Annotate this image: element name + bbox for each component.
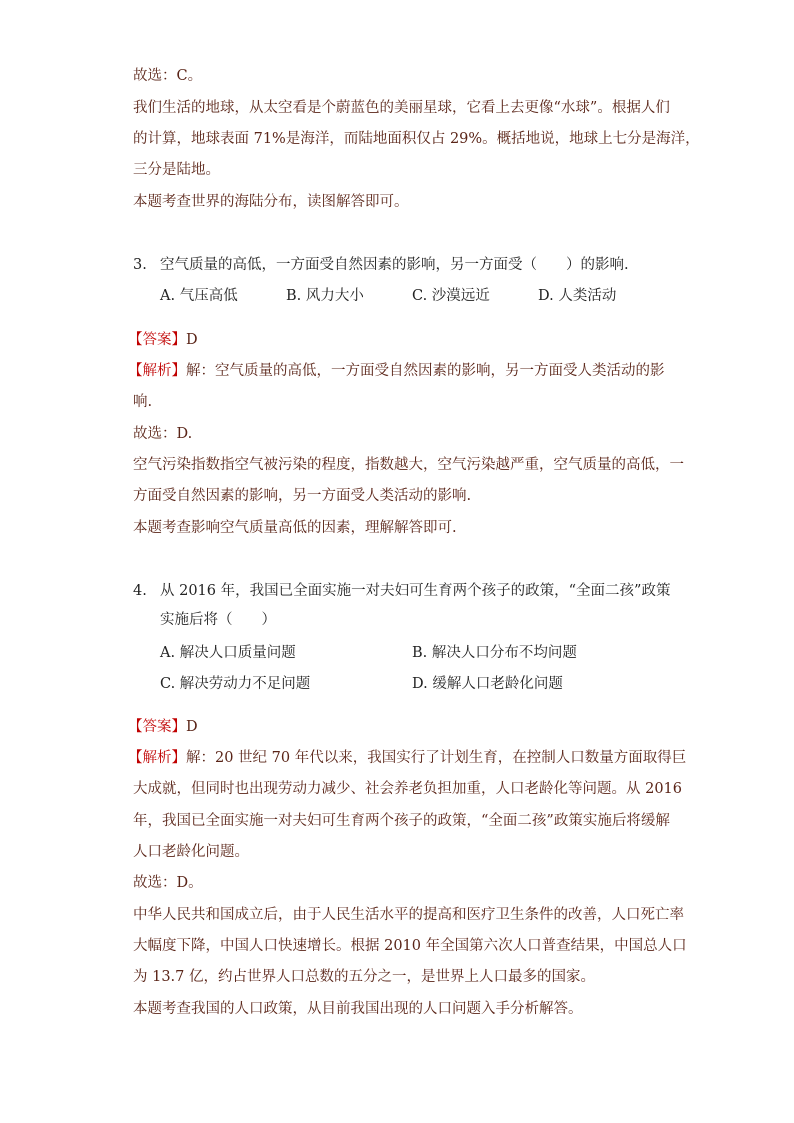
- q4-stem-line-2: 实施后将（ ）: [160, 612, 276, 628]
- q3-analysis-text-1: 解：空气质量的高低，一方面受自然因素的影响，另一方面受人类活动的影: [186, 363, 665, 379]
- q3-option-c: [412, 286, 490, 306]
- q3-summary: 本题考查影响空气质量高低的因素，理解解答即可.: [133, 520, 457, 536]
- q3-option-a-text: 气压高低: [179, 288, 238, 304]
- q4-number: 4.: [133, 583, 147, 599]
- q4-answer: [128, 717, 198, 737]
- q3-answer: [128, 330, 198, 350]
- q4-analysis-tag: 【解析】: [128, 750, 186, 766]
- q4-option-d-letter: D.: [412, 676, 428, 692]
- q4-option-c-letter: C.: [160, 676, 176, 692]
- q3-stem: 空气质量的高低，一方面受自然因素的影响，另一方面受（ ）的影响.: [160, 257, 629, 273]
- q3-option-d-letter: D.: [538, 288, 554, 304]
- q3-option-c-text: 沙漠远近: [431, 288, 490, 304]
- q4-explain-line-1: 中华人民共和国成立后，由于人民生活水平的提高和医疗卫生条件的改善，人口死亡率: [133, 907, 684, 923]
- q4-analysis-text-1: 解：20 世纪 70 年代以来，我国实行了计划生育，在控制人口数量方面取得巨: [186, 750, 687, 766]
- prev-summary: 本题考查世界的海陆分布，读图解答即可。: [133, 194, 409, 210]
- q4-option-a-letter: A.: [160, 645, 176, 661]
- q4-analysis-line-4: 人口老龄化问题。: [133, 844, 249, 860]
- q4-stem-line-1: 从 2016 年，我国已全面实施一对夫妇可生育两个孩子的政策，“全面二孩”政策: [160, 583, 671, 599]
- q3-analysis-line-1: [128, 361, 665, 381]
- q4-option-b-text: 解决人口分布不均问题: [431, 645, 577, 661]
- q3-answer-value: D: [186, 332, 198, 348]
- q3-option-a-letter: A.: [160, 288, 176, 304]
- prev-answer-choice: 故选：C。: [133, 68, 203, 84]
- q3-option-d: [538, 286, 616, 306]
- q3-option-b-letter: B.: [286, 288, 302, 304]
- q4-explain-line-2: 大幅度下降，中国人口快速增长。根据 2010 年全国第六次人口普查结果，中国总人口: [133, 938, 687, 954]
- q4-choice: 故选：D。: [133, 875, 203, 891]
- q3-explain-line-2: 方面受自然因素的影响，另一方面受人类活动的影响.: [133, 488, 472, 504]
- q3-number: 3.: [133, 257, 147, 273]
- q3-explain-line-1: 空气污染指数指空气被污染的程度，指数越大，空气污染越严重，空气质量的高低，一: [133, 457, 684, 473]
- q4-answer-value: D: [186, 719, 198, 735]
- q3-option-b: [286, 286, 364, 306]
- q4-option-d-text: 缓解人口老龄化问题: [432, 676, 563, 692]
- q4-analysis-line-2: 大成就，但同时也出现劳动力减少、社会养老负担加重，人口老龄化等问题。从 2016: [133, 781, 683, 797]
- q4-option-c-text: 解决劳动力不足问题: [179, 676, 311, 692]
- q4-option-c: [160, 674, 310, 694]
- q3-choice: 故选：D.: [133, 426, 193, 442]
- q3-analysis-tag: 【解析】: [128, 363, 186, 379]
- q3-option-d-text: 人类活动: [558, 288, 617, 304]
- q3-analysis-line-2: 响.: [133, 394, 153, 410]
- q4-option-d: [412, 674, 563, 694]
- prev-explain-line-1: 我们生活的地球，从太空看是个蔚蓝色的美丽星球，它看上去更像“水球”。根据人们: [133, 100, 670, 116]
- q4-option-b: [412, 643, 577, 663]
- q4-analysis-line-3: 年，我国已全面实施一对夫妇可生育两个孩子的政策，“全面二孩”政策实施后将缓解: [133, 813, 670, 829]
- prev-explain-line-3: 三分是陆地。: [133, 162, 220, 178]
- prev-explain-line-2: 的计算，地球表面 71%是海洋，而陆地面积仅占 29%。概括地说，地球上七分是海洋，: [133, 131, 700, 147]
- q3-option-c-letter: C.: [412, 288, 428, 304]
- q4-explain-line-3: 为 13.7 亿，约占世界人口总数的五分之一，是世界上人口最多的国家。: [133, 969, 596, 985]
- q4-answer-tag: 【答案】: [128, 719, 186, 735]
- q4-option-b-letter: B.: [412, 645, 428, 661]
- q4-option-a: [160, 643, 296, 663]
- q3-option-a: [160, 286, 238, 306]
- q3-option-b-text: 风力大小: [305, 288, 364, 304]
- q3-answer-tag: 【答案】: [128, 332, 186, 348]
- q4-option-a-text: 解决人口质量问题: [179, 645, 296, 661]
- q4-summary: 本题考查我国的人口政策，从目前我国出现的人口问题入手分析解答。: [133, 1001, 583, 1017]
- q4-analysis-line-1: [128, 748, 686, 768]
